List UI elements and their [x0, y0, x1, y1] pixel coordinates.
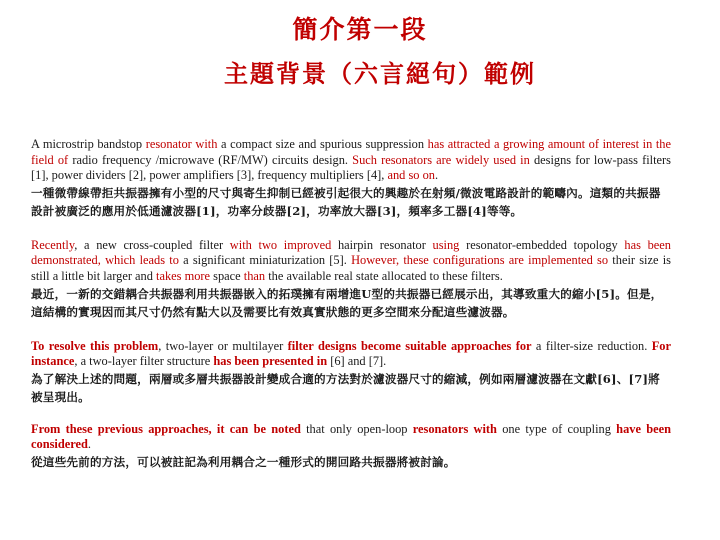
- highlighted-phrase: To resolve this problem: [31, 338, 159, 353]
- highlighted-phrase: Recently: [31, 237, 75, 252]
- text-segment: a significant miniaturization [5].: [178, 253, 352, 268]
- text-segment: , two-layer or multilayer: [158, 338, 288, 353]
- text-segment: their size is still a little bit larger and: [31, 253, 671, 283]
- english-text-2: [31, 238, 671, 285]
- highlighted-phrase: has attracted a growing amount of interest in the field of: [31, 137, 671, 167]
- highlighted-phrase: Such resonators are widely used in: [352, 152, 530, 167]
- text-segment: one type of coupling: [496, 421, 617, 436]
- paragraph-3: [31, 339, 671, 406]
- text-segment: [6] and [7].: [327, 354, 387, 369]
- text-segment: resonator-embedded topology: [459, 237, 625, 252]
- chinese-text-1: 一種微帶線帶拒共振器擁有小型的尺寸與寄生抑制已經被引起很大的興趣於在射頻/微波電路設計的範疇內。這類的共振器設計被廣泛的應用於低通濾波器[1]，功率分歧器[2]，功率放大器[3]，頻率多工器[4]等等。: [31, 185, 661, 218]
- slide-title: 簡介第一段: [292, 15, 428, 44]
- highlighted-phrase: resonators with: [412, 421, 497, 436]
- text-segment: that only open-loop: [300, 421, 413, 436]
- highlighted-phrase: have been considered: [31, 421, 671, 452]
- text-segment: a filter-size reduction.: [531, 338, 652, 353]
- text-segment: a compact size and spurious suppression: [217, 137, 428, 151]
- paragraph-2: [31, 238, 671, 321]
- highlighted-phrase: has been demonstrated, which leads to: [31, 237, 671, 268]
- text-segment: designs for low-pass filters [1], power dividers [2], power amplifiers [3], frequency multipliers [4],: [31, 152, 671, 183]
- paragraph-4: [31, 422, 671, 471]
- highlighted-phrase: filter designs become suitable approaches for: [287, 338, 532, 353]
- text-segment: .: [434, 168, 439, 183]
- english-text-3: [31, 339, 671, 370]
- text-segment: , a new cross-coupled filter: [74, 237, 230, 252]
- english-text-4: [31, 422, 671, 453]
- text-segment: .: [87, 437, 92, 452]
- chinese-text-3: 為了解決上述的問題，兩層或多層共振器設計變成合適的方法對於濾波器尺寸的縮減，例如兩層濾波器在文獻[6]、[7]將被呈現出。: [31, 371, 660, 404]
- english-text-1: [31, 137, 671, 184]
- highlighted-phrase: From these previous approaches, it can be noted: [31, 421, 301, 436]
- paragraph-1: [31, 137, 671, 220]
- text-segment: space: [210, 268, 244, 283]
- text-segment: radio frequency /microwave (RF/MW) circuits design.: [68, 152, 353, 167]
- chinese-text-2: 最近，一新的交錯耦合共振器利用共振器嵌入的拓璞擁有兩增進U型的共振器已經展示出，其導致重大的縮小[5]。但是，這結構的實現因而其尺寸仍然有點大以及需要比有效真實狀態的更多空間來分配這些濾波器。: [31, 286, 663, 319]
- highlighted-phrase: resonator with: [145, 137, 218, 151]
- slide-subtitle: 主題背景（六言絕句）範例: [224, 59, 536, 88]
- highlighted-phrase: than: [243, 268, 266, 283]
- chinese-text-4: 從這些先前的方法，可以被註記為利用耦合之一種形式的開回路共振器將被討論。: [31, 454, 456, 469]
- highlighted-phrase: using: [432, 237, 460, 252]
- highlighted-phrase: and so on: [387, 168, 435, 183]
- text-segment: , a two-layer filter structure: [74, 354, 214, 369]
- highlighted-phrase: with two improved: [229, 237, 332, 252]
- text-segment: hairpin resonator: [331, 237, 433, 252]
- highlighted-phrase: However, these configurations are implemented so: [351, 253, 609, 268]
- text-segment: A microstrip bandstop: [31, 137, 146, 151]
- highlighted-phrase: takes more: [156, 268, 211, 283]
- text-segment: the available real state allocated to these filters.: [265, 268, 503, 283]
- highlighted-phrase: For instance: [31, 338, 671, 369]
- highlighted-phrase: has been presented in: [213, 354, 328, 369]
- content-body: [31, 137, 671, 471]
